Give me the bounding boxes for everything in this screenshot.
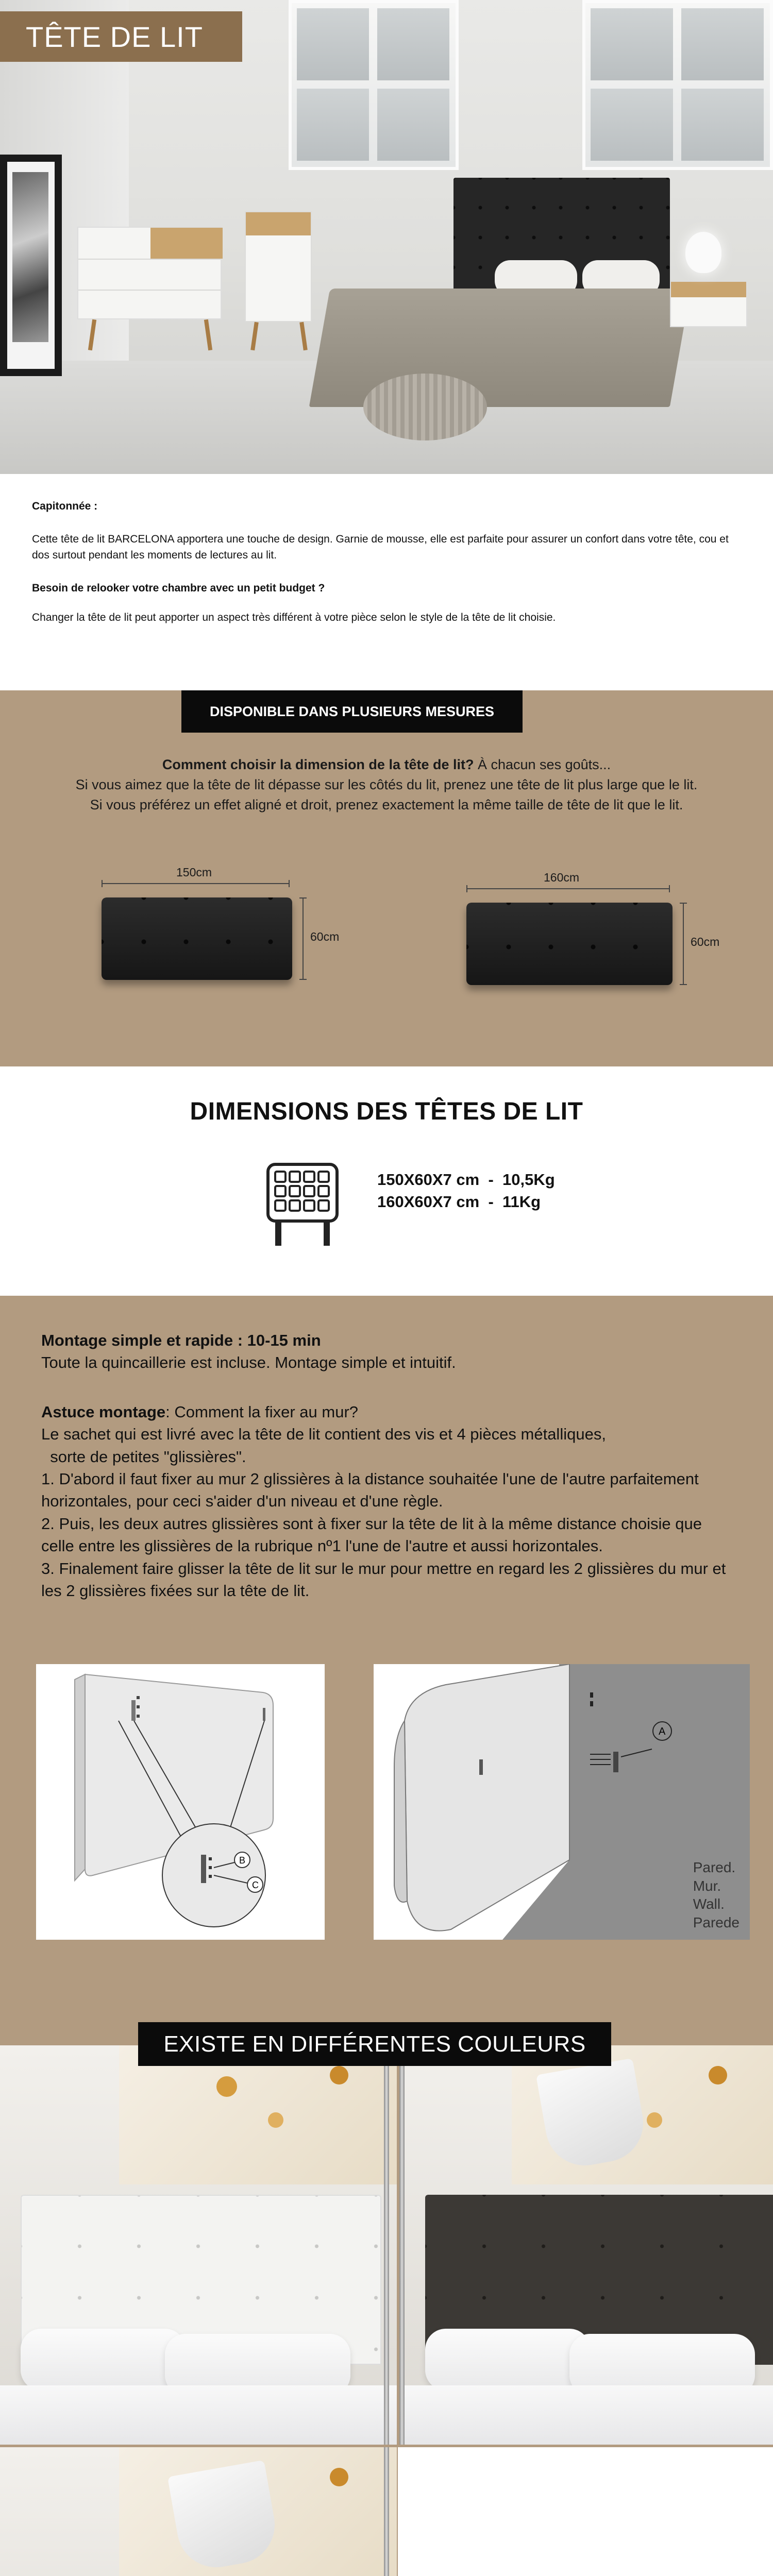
headboard-160-figure (464, 871, 721, 989)
spec-150: 150X60X7 cm - 10,5Kg (377, 1171, 555, 1189)
montage-subtitle: Toute la quincaillerie est incluse. Montage simple et intuitif. (41, 1353, 456, 1372)
height-label: 60cm (310, 930, 340, 943)
montage-title: Montage simple et rapide : 10-15 min (41, 1331, 321, 1349)
step-1: 1. D'abord il faut fixer au mur 2 glissières à la distance souhaitée l'une de l'autre parfaitement horizontales, pour ceci s'aider d'un niveau et d'une règle. (41, 1469, 699, 1511)
dimensions-section (0, 1066, 773, 1296)
mounting-diagram-2 (374, 1664, 750, 1940)
headboard-icon (264, 1160, 341, 1256)
sizes-banner: DISPONIBLE DANS PLUSIEURS MESURES (181, 690, 523, 733)
label-c: C (252, 1880, 259, 1890)
lamp (685, 232, 721, 273)
width-label: 160cm (544, 871, 580, 884)
budget-paragraph: Changer la tête de lit peut apporter un aspect très différent à votre pièce selon le style de la tête de lit choisie. (32, 611, 556, 623)
intro-section (0, 474, 773, 690)
sizes-question: Comment choisir la dimension de la tête de lit? (162, 757, 474, 772)
brown-headboard-photo (399, 2045, 773, 2445)
label-a: A (659, 1726, 666, 1737)
wall-art (0, 155, 62, 376)
montage-section (0, 1296, 773, 2022)
brand-logo (398, 2447, 773, 2576)
montage-text: Montage simple et rapide : 10-15 min Toute la quincaillerie est incluse. Montage simple et intuitif. Astuce montage: Comment la fixer au mur? Le sachet qui est livré avec la tête de lit contient des vis et 4 pièces métalliques, sorte de petites "glissières". 1. D'abord il faut fixer au mur 2 glissières à la distance souhaitée l'une de l'autre parfaitement horizontales, pour ceci s'aider d'un niveau et d'une règle. 2. Puis, les deux autres glissières sont à fixer sur la tête de lit à la même distance choisie que celle entre les glissières de la rubrique nº1 l'une de l'autre et aussi horizontales. 3. Finalement faire glisser la tête de lit sur le mur pour mettre en regard les 2 glissières du mur et les 2 glissières fixées sur la tête de lit. (41, 1329, 732, 1602)
dresser (77, 227, 222, 319)
sizes-section (0, 690, 773, 1066)
colors-banner: EXISTE EN DIFFÉRENTES COULEURS (138, 2022, 611, 2066)
title-banner (0, 11, 242, 62)
step-2: 2. Puis, les deux autres glissières sont à fixer sur la tête de lit à la même distance choisie que celle entre les glissières de la rubrique nº1 l'une de l'autre et aussi horizontales. (41, 1514, 702, 1555)
dimensions-title: DIMENSIONS DES TÊTES DE LIT (190, 1098, 583, 1125)
headboard-150-figure (99, 866, 341, 984)
colors-section (0, 2022, 773, 2576)
window (289, 0, 459, 170)
width-label: 150cm (176, 866, 212, 879)
mounting-diagram-1 (36, 1664, 325, 1940)
nightstand (670, 281, 747, 327)
spec-160: 160X60X7 cm - 11Kg (377, 1193, 541, 1211)
bed (309, 289, 691, 407)
step-3: 3. Finalement faire glisser la tête de lit sur le mur pour mettre en regard les 2 glissières du mur et les 2 glissières fixées sur la tête de lit. (41, 1559, 726, 1600)
dimension-specs (377, 1168, 555, 1213)
label-a: B (239, 1855, 246, 1866)
budget-heading: Besoin de relooker votre chambre avec un petit budget ? (32, 582, 325, 595)
window (582, 0, 773, 170)
intro-heading: Capitonnée : (32, 500, 98, 512)
tip-heading: Astuce montage: Comment la fixer au mur? (41, 1402, 359, 1421)
wall-label: Pared. Mur. Wall. Parede (693, 1859, 740, 1931)
hero-photo (0, 0, 773, 474)
intro-paragraph: Cette tête de lit BARCELONA apportera une touche de design. Garnie de mousse, elle est parfaite pour assurer un confort dans votre tête, cou et dos surtout pendant les moments de lectures au lit. (32, 533, 729, 561)
height-label: 60cm (691, 935, 720, 948)
sizes-explanation: Comment choisir la dimension de la tête de lit? À chacun ses goûts... Si vous aimez que la tête de lit dépasse sur les côtés du lit, prenez une tête de lit plus large que le lit. Si vous préférez un effet aligné et droit, prenez exactement la même taille de tête de lit que le lit. (75, 757, 698, 813)
white-headboard-photo (0, 2045, 397, 2445)
black-headboard-photo (0, 2447, 397, 2576)
page-title: TÊTE DE LIT (26, 20, 203, 53)
pouf (363, 374, 487, 440)
chest-of-drawers (245, 211, 312, 322)
